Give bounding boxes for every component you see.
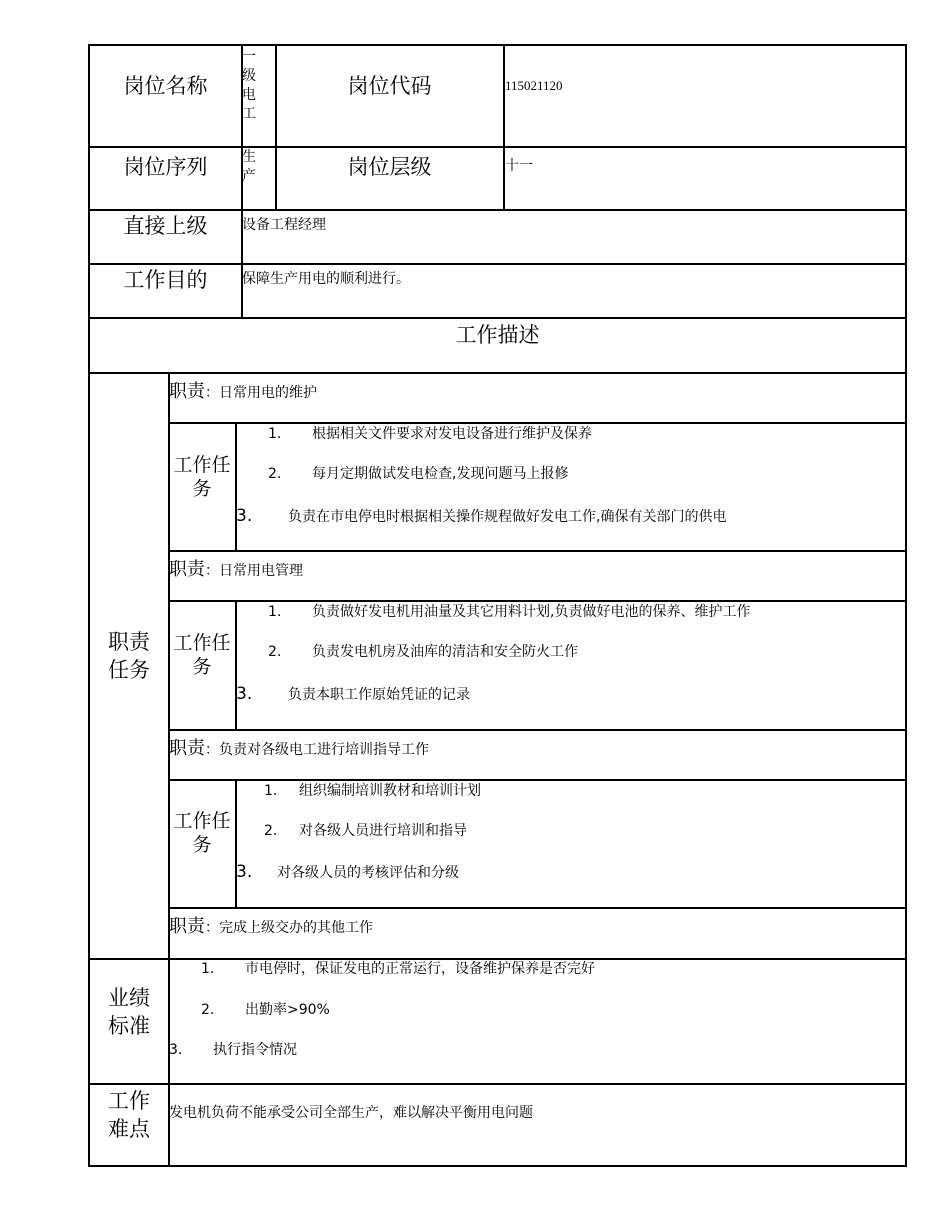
responsibility-title: ：日常用电的维护	[205, 385, 317, 401]
task-label-1	[169, 453, 235, 501]
responsibility-prefix: 职责	[169, 738, 205, 759]
position-code-label: 岗位代码	[347, 74, 432, 98]
description-title: 工作描述	[455, 323, 540, 347]
responsibility-title: ：完成上级交办的其他工作	[205, 920, 373, 936]
difficulty-text: 发电机负荷不能承受公司全部生产，难以解决平衡用电问题	[169, 1105, 533, 1121]
task-1-1-num: 1.	[268, 426, 282, 442]
level-value: 十一	[505, 158, 533, 174]
performance-3-text: 执行指令情况	[213, 1042, 297, 1058]
task-2-3-num: 3.	[236, 684, 253, 704]
performance-3-num: 3.	[169, 1042, 183, 1058]
duties-label-line1: 职责	[108, 630, 150, 654]
task-3-3-num: 3.	[236, 862, 253, 882]
performance-1-num: 1.	[201, 961, 215, 977]
task-1-2-text: 每月定期做试发电检查,发现问题马上报修	[312, 466, 569, 482]
difficulty-label-line1: 工作	[108, 1089, 150, 1113]
task-label-line2: 务	[192, 834, 212, 856]
superior-label: 直接上级	[123, 214, 208, 238]
performance-1-text: 市电停时，保证发电的正常运行，设备维护保养是否完好	[245, 961, 595, 977]
performance-label-line2: 标准	[108, 1014, 150, 1038]
task-2-2-text: 负责发电机房及油库的清洁和安全防火工作	[312, 644, 578, 660]
responsibility-prefix: 职责	[169, 381, 205, 402]
superior-value: 设备工程经理	[242, 217, 326, 233]
position-code-value: 115021120	[505, 78, 563, 93]
difficulty-label	[90, 1087, 168, 1143]
task-label-line1: 工作任	[173, 454, 231, 476]
task-label-line2: 务	[192, 478, 212, 500]
performance-2-text: 出勤率>90%	[245, 1002, 330, 1018]
task-3-3-text: 对各级人员的考核评估和分级	[277, 865, 459, 881]
task-3-1-num: 1.	[264, 783, 278, 799]
task-1-3-num: 3.	[236, 506, 253, 526]
task-label-line2: 务	[192, 656, 212, 678]
task-label-line1: 工作任	[173, 632, 231, 654]
performance-label-line1: 业绩	[108, 986, 150, 1010]
task-label-2	[169, 631, 235, 679]
position-name-label: 岗位名称	[123, 74, 208, 98]
responsibility-prefix: 职责	[169, 559, 205, 580]
task-2-1-num: 1.	[268, 604, 282, 620]
task-2-3-text: 负责本职工作原始凭证的记录	[288, 687, 470, 703]
responsibility-title: ：负责对各级电工进行培训指导工作	[205, 742, 429, 758]
task-3-2-num: 2.	[264, 823, 278, 839]
duties-label-line2: 任务	[108, 658, 150, 682]
purpose-label: 工作目的	[123, 268, 208, 292]
purpose-value: 保障生产用电的顺利进行。	[242, 271, 410, 287]
responsibility-4	[169, 912, 373, 938]
task-1-2-num: 2.	[268, 466, 282, 482]
task-3-1-text: 组织编制培训教材和培训计划	[299, 783, 481, 799]
responsibility-prefix: 职责	[169, 916, 205, 937]
responsibility-1	[169, 377, 317, 403]
task-2-1-text: 负责做好发电机用油量及其它用料计划,负责做好电池的保养、维护工作	[312, 604, 751, 620]
task-3-2-text: 对各级人员进行培训和指导	[299, 823, 467, 839]
responsibility-3	[169, 734, 429, 760]
sequence-label: 岗位序列	[123, 155, 208, 179]
sequence-value: 生产	[242, 149, 256, 181]
performance-label	[90, 984, 168, 1040]
responsibility-title: ：日常用电管理	[205, 563, 303, 579]
level-label: 岗位层级	[347, 155, 432, 179]
task-label-line1: 工作任	[173, 810, 231, 832]
task-2-2-num: 2.	[268, 644, 282, 660]
task-1-3-text: 负责在市电停电时根据相关操作规程做好发电工作,确保有关部门的供电	[288, 509, 727, 525]
duties-label	[90, 628, 168, 684]
task-1-1-text: 根据相关文件要求对发电设备进行维护及保养	[312, 426, 592, 442]
task-label-3	[169, 809, 235, 857]
responsibility-2	[169, 555, 303, 581]
performance-2-num: 2.	[201, 1002, 215, 1018]
difficulty-label-line2: 难点	[108, 1117, 150, 1141]
position-name-value: 一级电工	[242, 49, 256, 122]
